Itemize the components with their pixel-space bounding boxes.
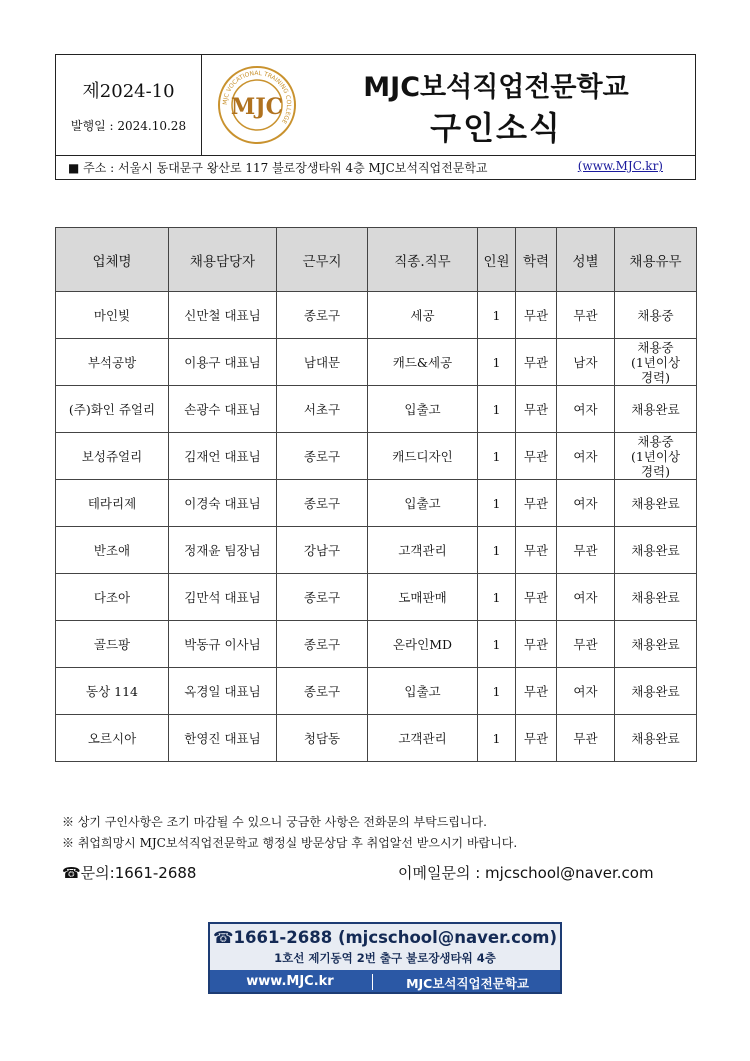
cell-manager: 손광수 대표님 <box>169 386 277 433</box>
status-line: 경력) <box>640 463 671 479</box>
cell-education: 무관 <box>516 386 557 433</box>
cell-job: 입출고 <box>368 386 478 433</box>
cell-job: 캐드&세공 <box>368 339 478 386</box>
cell-status <box>615 292 697 339</box>
cell-job: 고객관리 <box>368 715 478 762</box>
cell-location: 남대문 <box>277 339 368 386</box>
contact-phone: ☎문의:1661-2688 <box>62 864 197 882</box>
col-header: 성별 <box>557 228 615 292</box>
website-link[interactable]: (www.MJC.kr) <box>577 159 663 173</box>
cell-job: 온라인MD <box>368 621 478 668</box>
banner-school-name: MJC보석직업전문학교 <box>406 976 529 991</box>
cell-job: 입출고 <box>368 668 478 715</box>
job-table <box>55 227 697 762</box>
cell-status <box>615 386 697 433</box>
cell-job: 도매판매 <box>368 574 478 621</box>
cell-count: 1 <box>478 621 516 668</box>
cell-gender: 여자 <box>557 574 615 621</box>
table-row <box>56 386 697 433</box>
banner-divider <box>372 974 373 990</box>
cell-company: 동상 114 <box>56 668 169 715</box>
cell-education: 무관 <box>516 480 557 527</box>
page-title: 구인소식 <box>430 109 562 147</box>
table-row <box>56 339 697 386</box>
status-line: 채용완료 <box>631 589 680 605</box>
note-line: ※ 취업희망시 MJC보석직업전문학교 행정실 방문상담 후 취업알선 받으시기 바랍니다. <box>62 836 518 850</box>
col-header: 근무지 <box>277 228 368 292</box>
cell-location: 종로구 <box>277 668 368 715</box>
banner-contact: ☎1661-2688 (mjcschool@naver.com) <box>212 928 558 947</box>
cell-manager: 한영진 대표님 <box>169 715 277 762</box>
status-line: 채용완료 <box>631 730 680 746</box>
cell-status <box>615 433 697 480</box>
col-header: 채용담당자 <box>169 228 277 292</box>
col-header: 인원 <box>478 228 516 292</box>
cell-education: 무관 <box>516 715 557 762</box>
notes <box>62 812 517 854</box>
cell-company: 부석공방 <box>56 339 169 386</box>
col-header: 채용유무 <box>615 228 697 292</box>
cell-company: 보성쥬얼리 <box>56 433 169 480</box>
school-logo <box>216 64 298 146</box>
cell-count: 1 <box>478 292 516 339</box>
cell-location: 서초구 <box>277 386 368 433</box>
cell-education: 무관 <box>516 574 557 621</box>
logo-letters: MJC <box>230 94 284 120</box>
cell-gender: 무관 <box>557 292 615 339</box>
table-row <box>56 433 697 480</box>
issue-number: 제2024-10 <box>82 81 175 102</box>
cell-status <box>615 621 697 668</box>
status-line: (1년이상 <box>630 448 681 464</box>
cell-company: 테라리제 <box>56 480 169 527</box>
cell-count: 1 <box>478 339 516 386</box>
cell-location: 종로구 <box>277 621 368 668</box>
cell-education: 무관 <box>516 433 557 480</box>
logo-ring-text: MJC VOCATIONAL TRAINING COLLEGE <box>221 69 293 125</box>
school-name: MJC보석직업전문학교 <box>363 72 629 103</box>
cell-manager: 이경숙 대표님 <box>169 480 277 527</box>
header-top <box>56 55 695 156</box>
footer-banner <box>208 922 562 994</box>
cell-job: 캐드디자인 <box>368 433 478 480</box>
cell-status <box>615 480 697 527</box>
cell-count: 1 <box>478 574 516 621</box>
cell-manager: 박동규 이사님 <box>169 621 277 668</box>
cell-count: 1 <box>478 480 516 527</box>
cell-count: 1 <box>478 715 516 762</box>
table-row <box>56 527 697 574</box>
banner-address: 1호선 제기동역 2번 출구 불로장생타워 4층 <box>274 951 496 965</box>
cell-education: 무관 <box>516 527 557 574</box>
cell-manager: 신만철 대표님 <box>169 292 277 339</box>
status-line: 채용중 <box>637 433 674 449</box>
status-line: 경력) <box>640 369 671 385</box>
cell-gender: 여자 <box>557 386 615 433</box>
cell-gender: 여자 <box>557 433 615 480</box>
status-line: 채용완료 <box>631 683 680 699</box>
cell-gender: 여자 <box>557 668 615 715</box>
cell-status <box>615 574 697 621</box>
cell-location: 종로구 <box>277 433 368 480</box>
issue-info <box>56 55 202 155</box>
cell-status <box>615 339 697 386</box>
note-line: ※ 상기 구인사항은 조기 마감될 수 있으니 궁금한 사항은 전화문의 부탁드립니다. <box>62 815 487 829</box>
address-bar <box>56 155 695 179</box>
cell-manager: 이용구 대표님 <box>169 339 277 386</box>
cell-manager: 정재윤 팀장님 <box>169 527 277 574</box>
cell-gender: 여자 <box>557 480 615 527</box>
status-line: 채용중 <box>637 339 674 355</box>
status-line: 채용완료 <box>631 636 680 652</box>
col-header: 학력 <box>516 228 557 292</box>
col-header: 업체명 <box>56 228 169 292</box>
cell-manager: 김재언 대표님 <box>169 433 277 480</box>
table-row <box>56 574 697 621</box>
cell-location: 종로구 <box>277 292 368 339</box>
cell-job: 세공 <box>368 292 478 339</box>
issue-date: 발행일 : 2024.10.28 <box>70 119 187 133</box>
status-line: 채용완료 <box>631 542 680 558</box>
status-line: 채용완료 <box>631 401 680 417</box>
address-text: ■ 주소 : 서울시 동대문구 왕산로 117 불로장생타워 4층 MJC보석직업전문학교 <box>68 161 488 175</box>
banner-top <box>210 924 560 970</box>
cell-location: 청담동 <box>277 715 368 762</box>
cell-status <box>615 668 697 715</box>
cell-job: 고객관리 <box>368 527 478 574</box>
banner-website[interactable]: www.MJC.kr <box>246 974 334 989</box>
cell-education: 무관 <box>516 292 557 339</box>
table-row <box>56 480 697 527</box>
cell-status <box>615 527 697 574</box>
cell-education: 무관 <box>516 621 557 668</box>
cell-gender: 무관 <box>557 715 615 762</box>
cell-gender: 남자 <box>557 339 615 386</box>
contact-email: 이메일문의 : mjcschool@naver.com <box>398 864 654 882</box>
cell-manager: 옥경일 대표님 <box>169 668 277 715</box>
header-box <box>55 54 696 180</box>
cell-job: 입출고 <box>368 480 478 527</box>
status-line: (1년이상 <box>630 354 681 370</box>
cell-gender: 무관 <box>557 527 615 574</box>
cell-company: 골드팡 <box>56 621 169 668</box>
cell-count: 1 <box>478 386 516 433</box>
cell-education: 무관 <box>516 668 557 715</box>
cell-location: 종로구 <box>277 480 368 527</box>
cell-gender: 무관 <box>557 621 615 668</box>
table-row <box>56 668 697 715</box>
col-header: 직종.직무 <box>368 228 478 292</box>
table-row <box>56 292 697 339</box>
cell-location: 강남구 <box>277 527 368 574</box>
cell-company: 마인빛 <box>56 292 169 339</box>
cell-status <box>615 715 697 762</box>
table-row <box>56 715 697 762</box>
table-row <box>56 621 697 668</box>
table-header-row <box>56 228 697 292</box>
cell-location: 종로구 <box>277 574 368 621</box>
status-line: 채용중 <box>637 307 674 323</box>
cell-company: 다조아 <box>56 574 169 621</box>
cell-company: 오르시아 <box>56 715 169 762</box>
cell-count: 1 <box>478 668 516 715</box>
cell-count: 1 <box>478 527 516 574</box>
cell-count: 1 <box>478 433 516 480</box>
cell-manager: 김만석 대표님 <box>169 574 277 621</box>
cell-company: 반조애 <box>56 527 169 574</box>
cell-education: 무관 <box>516 339 557 386</box>
cell-company: (주)화인 쥬얼리 <box>56 386 169 433</box>
status-line: 채용완료 <box>631 495 680 511</box>
